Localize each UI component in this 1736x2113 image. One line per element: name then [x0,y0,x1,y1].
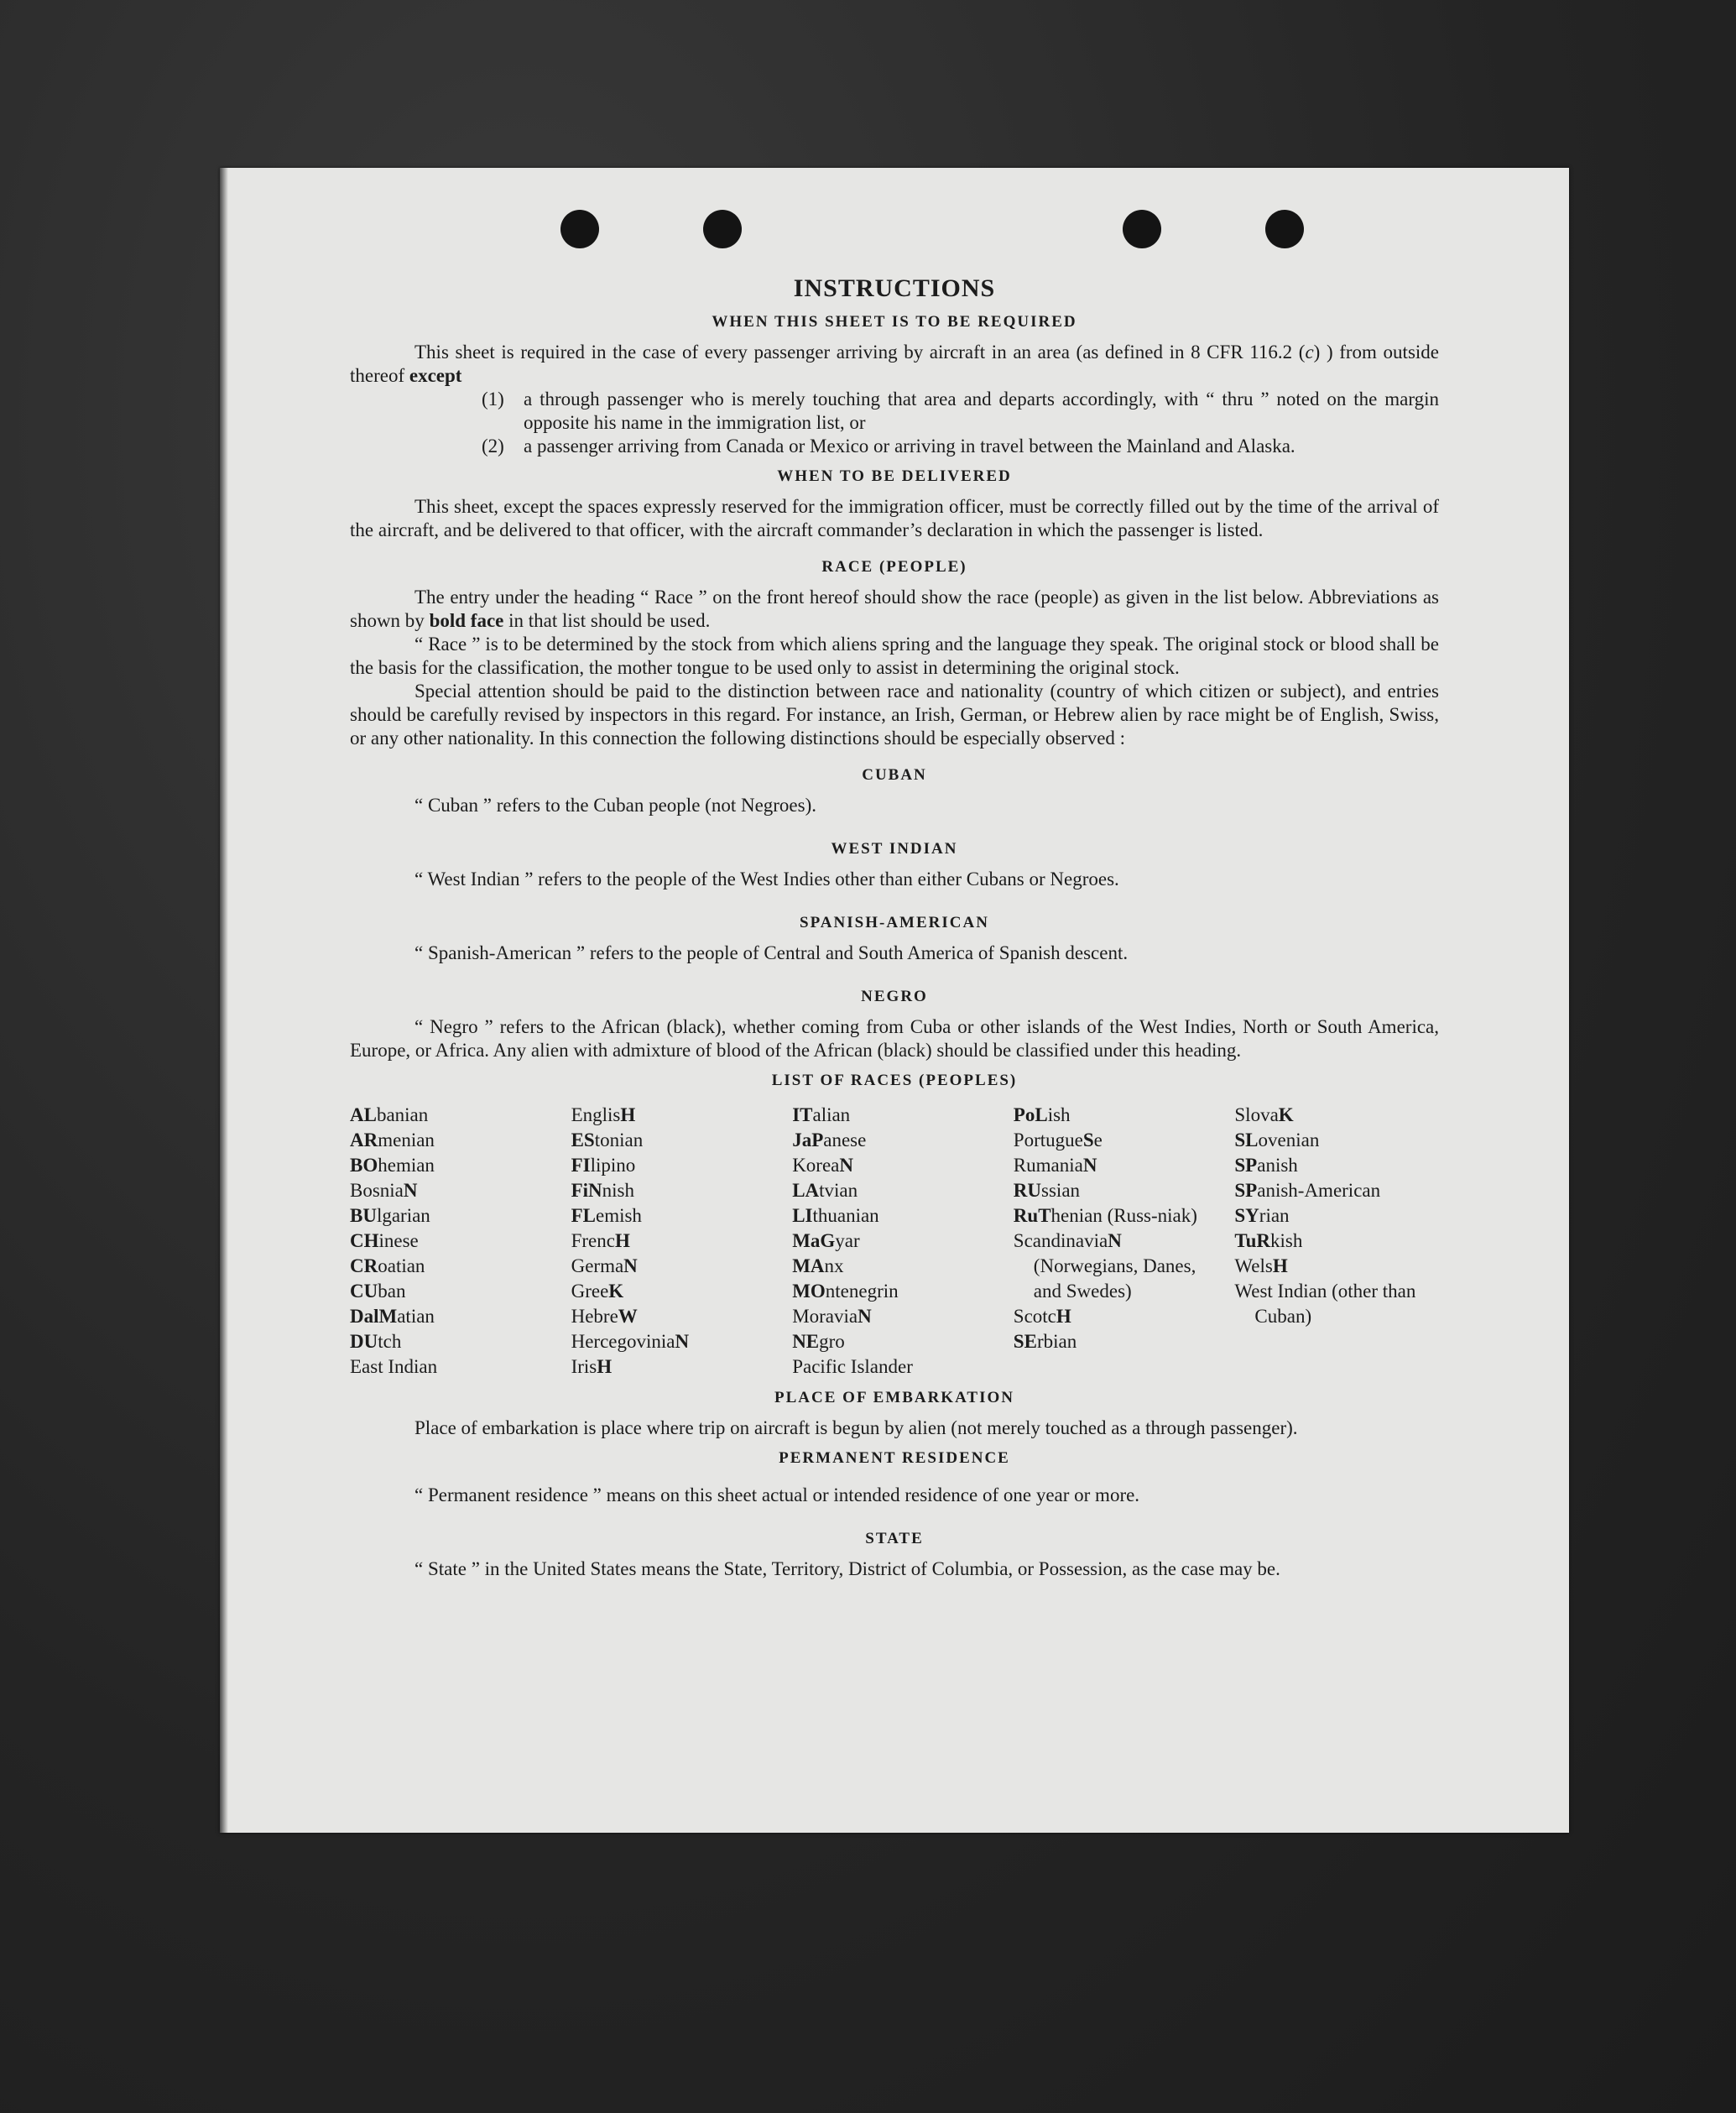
race-list [350,1103,1439,1380]
race-segment: T [1038,1205,1051,1226]
race-entry [350,1354,555,1380]
race-segment: Ru [1013,1205,1039,1226]
required-intro-italic: c [1305,342,1314,363]
heading-spanish-american: SPANISH-AMERICAN [800,914,989,931]
state-text: “ State ” in the United States means the State, Territory, District of Columbia, or Possession, as the case may be. [414,1558,1280,1579]
race-segment: Fi [571,1180,589,1201]
delivered-text: This sheet, except the spaces expressly reserved for the immigration officer, must be correctly filled out by the time of the arrival of the aircraft, and be delivered to that officer, with the aircraft commander’s declaration in which the passenger is listed. [350,496,1439,540]
race-segment: LI [792,1205,813,1226]
race-segment: anish-American [1257,1180,1381,1201]
exception-number: (2) [482,436,504,457]
heading-delivered: WHEN TO BE DELIVERED [777,467,1012,485]
race-segment: Moravia [792,1306,858,1327]
race-entry [1014,1203,1218,1229]
race-segment: ssian [1041,1180,1081,1201]
heading-state: STATE [865,1530,924,1547]
race-segment: N [623,1255,638,1276]
heading-list-of-races: LIST OF RACES (PEOPLES) [771,1072,1018,1089]
race-segment: tch [378,1331,402,1352]
race-segment: DU [350,1331,378,1352]
race-segment: East Indian [350,1356,438,1377]
race-segment: thuanian [812,1205,879,1226]
race-column [1014,1103,1218,1380]
race-entry [1234,1178,1439,1203]
race-segment: MO [792,1281,826,1302]
race-segment: M [378,1306,398,1327]
race-segment: G [820,1230,836,1251]
race-segment: Germa [571,1255,624,1276]
race-segment: Ma [792,1230,821,1251]
exception-number: (1) [482,389,504,410]
race-entry [350,1229,555,1254]
negro-text: “ Negro ” refers to the African (black), whether coming from Cuba or other islands of the West Indies, North or South America, Europe, or Africa. Any alien with admixture of blood of the African (black) should be classified under this heading. [350,1016,1439,1061]
race-segment: atian [397,1306,435,1327]
race-segment: ES [571,1130,595,1150]
race-entry [350,1203,555,1229]
race-segment: ish [1047,1104,1071,1125]
exception-item [482,388,1439,435]
race-segment: SE [1013,1331,1037,1352]
race-segment: Scandinavia [1013,1230,1108,1251]
race-segment: CH [350,1230,379,1251]
race-entry [1234,1203,1439,1229]
race-entry [792,1103,997,1128]
exception-text: a through passenger who is merely touching that area and departs accordingly, with “ thru ” noted on the margin opposite his name in the immigration list, or [524,389,1439,433]
race-entry [1234,1103,1439,1128]
required-intro-text: This sheet is required in the case of every passenger arriving by aircraft in an area (as defined in 8 CFR 116.2 ( [414,342,1306,363]
race-segment: alian [812,1104,851,1125]
race-segment: SY [1234,1205,1259,1226]
race-segment: Wels [1234,1255,1273,1276]
race-segment: AL [350,1104,377,1125]
race-segment: NE [792,1331,820,1352]
race-segment: Ja [792,1130,812,1150]
race-entry [792,1178,997,1203]
instructions-content [350,274,1439,1581]
residence-text: “ Permanent residence ” means on this sheet actual or intended residence of one year or more. [414,1484,1140,1505]
race-segment: Hercegovinia [571,1331,675,1352]
race-segment: (Norwegians, Danes, and Swedes) [1033,1255,1196,1302]
race-paragraph-2: “ Race ” is to be determined by the stock from which aliens spring and the language they speak. The original stock or blood shall be the basis for the classification, the mother tongue to be used only to assist in determining the original stock. [350,634,1439,678]
race-entry [1014,1153,1218,1178]
race-segment: N [403,1180,418,1201]
race-segment: Iris [571,1356,597,1377]
race-segment: H [614,1230,630,1251]
race-segment: West Indian (other than Cuban) [1234,1281,1416,1327]
race-entry [571,1103,776,1128]
race-entry [1014,1304,1218,1329]
race-entry [350,1128,555,1153]
race-segment: SP [1234,1180,1258,1201]
race-segment: menian [378,1130,435,1150]
race-segment: P [811,1130,824,1150]
race-entry [571,1329,776,1354]
race-segment: Tu [1234,1230,1257,1251]
race-entry [1014,1178,1218,1203]
required-intro [350,341,1439,388]
race-entry [571,1128,776,1153]
race-segment: W [618,1306,638,1327]
race-entry [792,1304,997,1329]
race-paragraph-3: Special attention should be paid to the distinction between race and nationality (country of which citizen or subject), and entries should be carefully revised by inspectors in this regard. For instance, an Irish, German, or Hebrew alien by race might be of English, Swiss, or any other nationality. In this connection the following distinctions should be especially observed : [350,681,1439,749]
race-entry [792,1229,997,1254]
race-segment: CR [350,1255,378,1276]
race-segment: N [1082,1155,1097,1176]
race-segment: Dal [350,1306,379,1327]
race-column [571,1103,776,1380]
race-column [1234,1103,1439,1380]
race-segment: LA [792,1180,820,1201]
race-entry [350,1103,555,1128]
race-segment: IT [792,1104,813,1125]
race-segment: anese [823,1130,867,1150]
race-entry [350,1304,555,1329]
race-segment: nx [824,1255,844,1276]
race-entry [1014,1103,1218,1128]
race-p1-text-2: in that list should be used. [503,610,711,631]
race-entry [1234,1128,1439,1153]
race-segment: K [608,1281,624,1302]
race-segment: kish [1270,1230,1303,1251]
punch-hole [1123,210,1161,248]
race-entry [350,1153,555,1178]
race-segment: H [1056,1306,1071,1327]
race-segment: anish [1257,1155,1298,1176]
race-entry [792,1128,997,1153]
document-page [220,168,1569,1833]
race-entry [1014,1128,1218,1153]
race-segment: banian [376,1104,429,1125]
race-segment: rian [1259,1205,1290,1226]
race-segment: Po [1013,1104,1035,1125]
race-entry [1234,1254,1439,1279]
race-segment: BU [350,1205,377,1226]
heading-race: RACE (PEOPLE) [821,558,967,576]
race-entry [1014,1229,1218,1304]
required-intro-bold: except [409,365,462,386]
race-entry [571,1153,776,1178]
race-segment: ban [378,1281,406,1302]
race-p1-bold: bold face [429,610,504,631]
race-segment: S [1082,1130,1094,1150]
race-segment: e [1093,1130,1103,1150]
race-entry [350,1329,555,1354]
race-segment: Bosnia [350,1180,404,1201]
race-segment: yar [835,1230,860,1251]
race-entry [350,1178,555,1203]
race-column [792,1103,997,1380]
race-segment: gro [819,1331,845,1352]
race-segment: inese [378,1230,419,1251]
race-segment: hemian [378,1155,435,1176]
punch-hole [1265,210,1304,248]
race-column [350,1103,555,1380]
race-segment: tonian [594,1130,644,1150]
race-segment: lgarian [376,1205,430,1226]
race-entry [350,1254,555,1279]
race-segment: nish [602,1180,635,1201]
race-segment: rbian [1036,1331,1077,1352]
race-segment: N [675,1331,690,1352]
race-segment: H [1272,1255,1288,1276]
race-entry [792,1279,997,1304]
punch-hole [560,210,599,248]
race-segment: Scotc [1013,1306,1056,1327]
exception-item [482,435,1439,458]
race-segment: henian (Russ-niak) [1050,1205,1197,1226]
race-segment: ovenian [1258,1130,1320,1150]
race-entry [792,1254,997,1279]
race-segment: Frenc [571,1230,615,1251]
race-segment: BO [350,1155,378,1176]
race-entry [571,1203,776,1229]
required-intro-text-2: ) ) from outside thereof [350,342,1439,386]
heading-required: WHEN THIS SHEET IS TO BE REQUIRED [712,313,1077,331]
race-entry [571,1178,776,1203]
race-segment: MA [792,1255,825,1276]
race-entry [571,1229,776,1254]
race-entry [1234,1279,1439,1329]
west-indian-text: “ West Indian ” refers to the people of the West Indies other than either Cubans or Negroes. [414,869,1119,890]
race-segment: SP [1234,1155,1258,1176]
race-entry [792,1329,997,1354]
race-segment: RU [1013,1180,1042,1201]
race-segment: oatian [378,1255,425,1276]
race-segment: Portugue [1013,1130,1083,1150]
punch-hole [703,210,742,248]
race-segment: Rumania [1013,1155,1083,1176]
race-segment: tvian [819,1180,858,1201]
race-segment: Gree [571,1281,609,1302]
race-segment: N [858,1306,872,1327]
heading-embarkation: PLACE OF EMBARKATION [774,1389,1014,1406]
race-segment: L [1035,1104,1048,1125]
race-segment: K [1278,1104,1294,1125]
race-segment: H [620,1104,636,1125]
exception-text: a passenger arriving from Canada or Mexico or arriving in travel between the Mainland and Alaska. [524,436,1295,457]
race-segment: Korea [792,1155,840,1176]
race-entry [571,1254,776,1279]
race-segment: FI [571,1155,591,1176]
race-paragraph-1 [350,586,1439,633]
race-segment: SL [1234,1130,1259,1150]
race-segment: N [839,1155,853,1176]
race-entry [792,1203,997,1229]
race-segment: ntenegrin [825,1281,899,1302]
spanish-american-text: “ Spanish-American ” refers to the people of Central and South America of Spanish descent. [414,942,1129,963]
race-entry [350,1279,555,1304]
race-entry [571,1304,776,1329]
race-segment: emish [595,1205,642,1226]
race-segment: N [588,1180,602,1201]
heading-permanent-residence: PERMANENT RESIDENCE [779,1449,1010,1467]
race-segment: Englis [571,1104,621,1125]
embarkation-text: Place of embarkation is place where trip on aircraft is begun by alien (not merely touched as a through passenger). [414,1417,1298,1438]
race-entry [792,1354,997,1380]
race-segment: Slova [1234,1104,1279,1125]
race-segment: H [597,1356,613,1377]
race-entry [1234,1153,1439,1178]
race-entry [792,1153,997,1178]
race-segment: Pacific Islander [792,1356,913,1377]
race-segment: N [1108,1230,1122,1251]
race-segment: FL [571,1205,596,1226]
race-segment: CU [350,1281,378,1302]
race-entry [1234,1229,1439,1254]
heading-cuban: CUBAN [862,766,927,784]
heading-negro: NEGRO [861,988,928,1005]
heading-west-indian: WEST INDIAN [831,840,958,858]
race-p1-text: The entry under the heading “ Race ” on the front hereof should show the race (people) as given in the list below. Abbreviations as shown by [350,587,1439,631]
race-segment: R [1256,1230,1271,1251]
cuban-text: “ Cuban ” refers to the Cuban people (not Negroes). [414,795,817,816]
race-segment: Hebre [571,1306,618,1327]
race-entry [1014,1329,1218,1354]
race-entry [571,1279,776,1304]
page-title: INSTRUCTIONS [793,274,996,302]
race-segment: AR [350,1130,378,1150]
race-entry [571,1354,776,1380]
race-segment: lipino [590,1155,636,1176]
